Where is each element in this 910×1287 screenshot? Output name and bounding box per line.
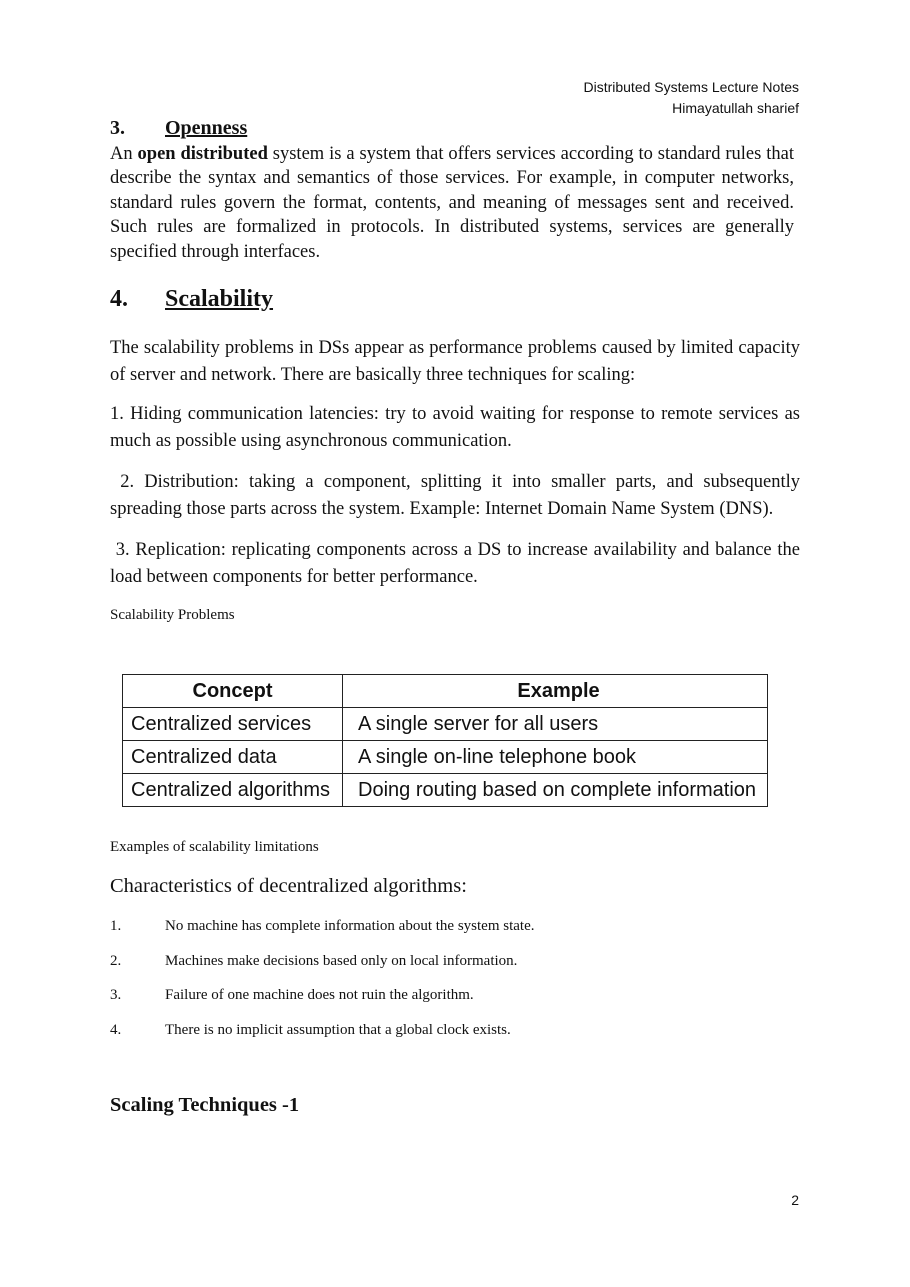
- page-number: 2: [791, 1192, 799, 1208]
- openness-body: system is a system that offers services according to standard rules that describe the syntax and semantics of those services. For example, in computer networks, standard rules govern the format, contents, and meaning of messages sent and received. Such rules are formalized in protocols. In distributed systems, services are generally specified through interfaces.: [110, 144, 794, 262]
- list-item-number: 3.: [110, 987, 122, 1003]
- scalability-number: 4.: [110, 286, 128, 312]
- table-header-row: [123, 675, 768, 708]
- scalability-intro: The scalability problems in DSs appear as performance problems caused by limited capacity of server and network. There are basically three techniques for scaling:: [110, 338, 800, 385]
- list-item: [110, 918, 800, 953]
- scalability-problems-caption: Scalability Problems: [110, 607, 235, 623]
- table-row: [123, 774, 768, 807]
- openness-paragraph: [110, 142, 794, 264]
- list-item-number: 1.: [110, 918, 122, 934]
- table-cell-concept: Centralized data: [123, 741, 343, 774]
- page-header: [583, 77, 799, 119]
- table-header-example: Example: [343, 675, 768, 708]
- section-scalability: [110, 286, 805, 624]
- table-header-concept: Concept: [123, 675, 343, 708]
- table-cell-example: A single on-line telephone book: [343, 741, 768, 774]
- table-cell-concept: Centralized services: [123, 708, 343, 741]
- scalability-table: [122, 674, 768, 807]
- table-cell-concept: Centralized algorithms: [123, 774, 343, 807]
- table-cell-example: Doing routing based on complete information: [343, 774, 768, 807]
- openness-bold-term: open distributed: [137, 144, 268, 164]
- openness-number: 3.: [110, 117, 125, 139]
- header-author: Himayatullah sharief: [672, 100, 799, 116]
- list-item-text: Machines make decisions based only on local information.: [165, 952, 518, 969]
- scaling-techniques-heading: Scaling Techniques -1: [110, 1094, 300, 1116]
- decentralized-list: [110, 918, 800, 1056]
- decentralized-heading: Characteristics of decentralized algorithms:: [110, 875, 467, 897]
- scalability-heading: [110, 286, 800, 313]
- list-item: [110, 1022, 800, 1057]
- openness-lead: An: [110, 144, 138, 164]
- header-course-title: Distributed Systems Lecture Notes: [583, 79, 799, 95]
- list-item: [110, 953, 800, 988]
- openness-title: Openness: [165, 117, 248, 139]
- list-item-number: 2.: [110, 952, 122, 969]
- section-openness: [110, 117, 794, 264]
- technique-hiding-latencies: 1. Hiding communication latencies: try to avoid waiting for response to remote services as much as possible using asynchronous communication.: [110, 404, 800, 451]
- table-row: [123, 708, 768, 741]
- table-row: [123, 741, 768, 774]
- list-item-number: 4.: [110, 1021, 122, 1038]
- scalability-title: Scalability: [165, 286, 274, 312]
- technique-replication: 3. Replication: replicating components across a DS to increase availability and balance the load between components for better performance.: [110, 540, 805, 587]
- list-item-text: There is no implicit assumption that a global clock exists.: [165, 1021, 511, 1038]
- openness-heading: [110, 117, 794, 140]
- list-item-text: No machine has complete information about the system state.: [165, 918, 535, 934]
- list-item: [110, 987, 800, 1022]
- technique-distribution: 2. Distribution: taking a component, splitting it into smaller parts, and subsequently spreading those parts across the system. Example: Internet Domain Name System (DNS).: [110, 472, 805, 519]
- table-cell-example: A single server for all users: [343, 708, 768, 741]
- table-caption: Examples of scalability limitations: [110, 839, 319, 855]
- list-item-text: Failure of one machine does not ruin the algorithm.: [165, 987, 474, 1003]
